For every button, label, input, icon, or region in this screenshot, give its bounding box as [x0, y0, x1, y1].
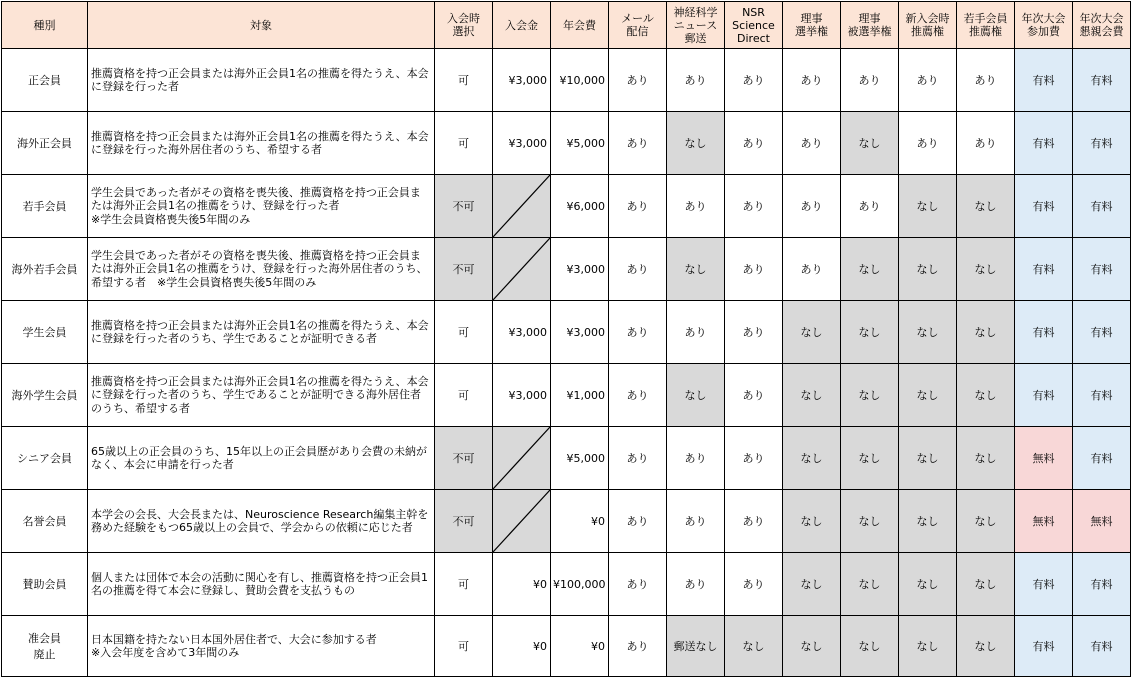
- board-vote-right-cell: なし: [783, 490, 841, 553]
- member-type-cell: 海外若手会員: [2, 238, 88, 301]
- board-vote-right-cell: あり: [783, 49, 841, 112]
- young-member-recommend-cell: なし: [957, 301, 1015, 364]
- new-member-recommend-cell: なし: [899, 553, 957, 616]
- board-eligibility-cell: なし: [841, 364, 899, 427]
- column-header: メール 配信: [609, 2, 667, 49]
- annual-meeting-fee-cell: 有料: [1015, 301, 1073, 364]
- young-member-recommend-cell: なし: [957, 616, 1015, 677]
- annual-meeting-fee-cell: 有料: [1015, 553, 1073, 616]
- new-member-recommend-cell: なし: [899, 301, 957, 364]
- header-row: [2, 2, 1131, 49]
- mail-delivery-cell: あり: [609, 364, 667, 427]
- new-member-recommend-cell: なし: [899, 616, 957, 677]
- member-type-cell: 若手会員: [2, 175, 88, 238]
- newsletter-mail-cell: あり: [667, 301, 725, 364]
- nsr-access-cell: あり: [725, 175, 783, 238]
- table-row: [2, 616, 1131, 677]
- column-header: 年次大会 参加費: [1015, 2, 1073, 49]
- column-header: NSR Science Direct: [725, 2, 783, 49]
- entry-fee-not-applicable: [493, 427, 551, 490]
- board-vote-right-cell: あり: [783, 238, 841, 301]
- nsr-access-cell: あり: [725, 238, 783, 301]
- column-header: 新入会時 推薦権: [899, 2, 957, 49]
- board-vote-right-cell: あり: [783, 175, 841, 238]
- board-vote-right-cell: あり: [783, 112, 841, 175]
- member-type-cell: 正会員: [2, 49, 88, 112]
- column-header: 神経科学 ニュース 郵送: [667, 2, 725, 49]
- mail-delivery-cell: あり: [609, 49, 667, 112]
- table-row: [2, 301, 1131, 364]
- banquet-fee-cell: 無料: [1073, 490, 1131, 553]
- column-header: 対象: [88, 2, 435, 49]
- board-vote-right-cell: なし: [783, 301, 841, 364]
- entry-fee-cell: ¥0: [493, 553, 551, 616]
- board-eligibility-cell: なし: [841, 301, 899, 364]
- selectable-at-join-cell: 可: [435, 553, 493, 616]
- newsletter-mail-cell: なし: [667, 112, 725, 175]
- selectable-at-join-cell: 可: [435, 616, 493, 677]
- eligibility-description: 推薦資格を持つ正会員または海外正会員1名の推薦を得たうえ、本会に登録を行った海外居住者のうち、希望する者: [88, 112, 435, 175]
- eligibility-description: 学生会員であった者がその資格を喪失後、推薦資格を持つ正会員または海外正会員1名の推薦をうけ、登録を行った海外居住者のうち、希望する者 ※学生会員資格喪失後5年間のみ: [88, 238, 435, 301]
- board-eligibility-cell: なし: [841, 616, 899, 677]
- eligibility-description: 65歳以上の正会員のうち、15年以上の正会員歴があり会費の未納がなく、本会に申請を行った者: [88, 427, 435, 490]
- entry-fee-cell: ¥3,000: [493, 112, 551, 175]
- entry-fee-not-applicable: [493, 490, 551, 553]
- new-member-recommend-cell: なし: [899, 238, 957, 301]
- mail-delivery-cell: あり: [609, 616, 667, 677]
- member-type-cell: 准会員 廃止: [2, 616, 88, 677]
- young-member-recommend-cell: なし: [957, 427, 1015, 490]
- young-member-recommend-cell: あり: [957, 49, 1015, 112]
- nsr-access-cell: なし: [725, 616, 783, 677]
- entry-fee-cell: ¥3,000: [493, 49, 551, 112]
- young-member-recommend-cell: なし: [957, 238, 1015, 301]
- board-vote-right-cell: なし: [783, 616, 841, 677]
- column-header: 入会時 選択: [435, 2, 493, 49]
- banquet-fee-cell: 有料: [1073, 616, 1131, 677]
- nsr-access-cell: あり: [725, 364, 783, 427]
- column-header: 若手会員 推薦権: [957, 2, 1015, 49]
- new-member-recommend-cell: あり: [899, 112, 957, 175]
- banquet-fee-cell: 有料: [1073, 553, 1131, 616]
- board-eligibility-cell: なし: [841, 238, 899, 301]
- selectable-at-join-cell: 可: [435, 49, 493, 112]
- annual-meeting-fee-cell: 有料: [1015, 616, 1073, 677]
- entry-fee-not-applicable: [493, 238, 551, 301]
- newsletter-mail-cell: あり: [667, 553, 725, 616]
- mail-delivery-cell: あり: [609, 553, 667, 616]
- selectable-at-join-cell: 可: [435, 112, 493, 175]
- mail-delivery-cell: あり: [609, 490, 667, 553]
- board-vote-right-cell: なし: [783, 553, 841, 616]
- annual-meeting-fee-cell: 有料: [1015, 238, 1073, 301]
- annual-fee-cell: ¥3,000: [551, 301, 609, 364]
- table-row: [2, 49, 1131, 112]
- selectable-at-join-cell: 不可: [435, 238, 493, 301]
- board-vote-right-cell: なし: [783, 364, 841, 427]
- eligibility-description: 推薦資格を持つ正会員または海外正会員1名の推薦を得たうえ、本会に登録を行った者: [88, 49, 435, 112]
- mail-delivery-cell: あり: [609, 175, 667, 238]
- column-header: 年会費: [551, 2, 609, 49]
- annual-fee-cell: ¥100,000: [551, 553, 609, 616]
- member-type-cell: 学生会員: [2, 301, 88, 364]
- annual-meeting-fee-cell: 有料: [1015, 175, 1073, 238]
- column-header: 入会金: [493, 2, 551, 49]
- table-row: [2, 364, 1131, 427]
- eligibility-description: 推薦資格を持つ正会員または海外正会員1名の推薦を得たうえ、本会に登録を行った者のうち、学生であることが証明できる海外居住者のうち、希望する者: [88, 364, 435, 427]
- board-eligibility-cell: あり: [841, 49, 899, 112]
- young-member-recommend-cell: なし: [957, 175, 1015, 238]
- annual-meeting-fee-cell: 無料: [1015, 427, 1073, 490]
- column-header: 理事 選挙権: [783, 2, 841, 49]
- annual-fee-cell: ¥0: [551, 490, 609, 553]
- annual-fee-cell: ¥5,000: [551, 112, 609, 175]
- young-member-recommend-cell: なし: [957, 553, 1015, 616]
- member-type-cell: 名誉会員: [2, 490, 88, 553]
- eligibility-description: 個人または団体で本会の活動に関心を有し、推薦資格を持つ正会員1名の推薦を得て本会に登録し、賛助会費を支払うもの: [88, 553, 435, 616]
- newsletter-mail-cell: あり: [667, 490, 725, 553]
- young-member-recommend-cell: なし: [957, 364, 1015, 427]
- selectable-at-join-cell: 可: [435, 301, 493, 364]
- table-row: [2, 112, 1131, 175]
- annual-fee-cell: ¥1,000: [551, 364, 609, 427]
- banquet-fee-cell: 有料: [1073, 175, 1131, 238]
- mail-delivery-cell: あり: [609, 427, 667, 490]
- newsletter-mail-cell: あり: [667, 49, 725, 112]
- selectable-at-join-cell: 不可: [435, 175, 493, 238]
- newsletter-mail-cell: なし: [667, 364, 725, 427]
- banquet-fee-cell: 有料: [1073, 301, 1131, 364]
- new-member-recommend-cell: あり: [899, 49, 957, 112]
- annual-fee-cell: ¥6,000: [551, 175, 609, 238]
- entry-fee-cell: ¥3,000: [493, 301, 551, 364]
- banquet-fee-cell: 有料: [1073, 238, 1131, 301]
- annual-meeting-fee-cell: 有料: [1015, 364, 1073, 427]
- eligibility-description: 日本国籍を持たない日本国外居住者で、大会に参加する者 ※入会年度を含めて3年間のみ: [88, 616, 435, 677]
- annual-fee-cell: ¥10,000: [551, 49, 609, 112]
- eligibility-description: 本学会の会長、大会長または、Neuroscience Research編集主幹を務めた経験をもつ65歳以上の会員で、学会からの依頼に応じた者: [88, 490, 435, 553]
- column-header: 年次大会 懇親会費: [1073, 2, 1131, 49]
- annual-fee-cell: ¥5,000: [551, 427, 609, 490]
- nsr-access-cell: あり: [725, 301, 783, 364]
- new-member-recommend-cell: なし: [899, 364, 957, 427]
- entry-fee-not-applicable: [493, 175, 551, 238]
- annual-meeting-fee-cell: 有料: [1015, 112, 1073, 175]
- nsr-access-cell: あり: [725, 112, 783, 175]
- nsr-access-cell: あり: [725, 427, 783, 490]
- banquet-fee-cell: 有料: [1073, 364, 1131, 427]
- member-type-cell: 賛助会員: [2, 553, 88, 616]
- young-member-recommend-cell: あり: [957, 112, 1015, 175]
- selectable-at-join-cell: 可: [435, 364, 493, 427]
- membership-table: [1, 1, 1131, 677]
- eligibility-description: 学生会員であった者がその資格を喪失後、推薦資格を持つ正会員または海外正会員1名の推薦をうけ、登録を行った者 ※学生会員資格喪失後5年間のみ: [88, 175, 435, 238]
- mail-delivery-cell: あり: [609, 112, 667, 175]
- newsletter-mail-cell: 郵送なし: [667, 616, 725, 677]
- eligibility-description: 推薦資格を持つ正会員または海外正会員1名の推薦を得たうえ、本会に登録を行った者のうち、学生であることが証明できる者: [88, 301, 435, 364]
- annual-meeting-fee-cell: 無料: [1015, 490, 1073, 553]
- board-eligibility-cell: あり: [841, 175, 899, 238]
- member-type-cell: シニア会員: [2, 427, 88, 490]
- nsr-access-cell: あり: [725, 553, 783, 616]
- newsletter-mail-cell: あり: [667, 175, 725, 238]
- nsr-access-cell: あり: [725, 49, 783, 112]
- banquet-fee-cell: 有料: [1073, 112, 1131, 175]
- mail-delivery-cell: あり: [609, 301, 667, 364]
- newsletter-mail-cell: あり: [667, 427, 725, 490]
- member-type-cell: 海外正会員: [2, 112, 88, 175]
- young-member-recommend-cell: なし: [957, 490, 1015, 553]
- banquet-fee-cell: 有料: [1073, 49, 1131, 112]
- entry-fee-cell: ¥3,000: [493, 364, 551, 427]
- new-member-recommend-cell: なし: [899, 490, 957, 553]
- board-vote-right-cell: なし: [783, 427, 841, 490]
- board-eligibility-cell: なし: [841, 553, 899, 616]
- banquet-fee-cell: 有料: [1073, 427, 1131, 490]
- mail-delivery-cell: あり: [609, 238, 667, 301]
- column-header: 種別: [2, 2, 88, 49]
- annual-fee-cell: ¥0: [551, 616, 609, 677]
- table-row: [2, 490, 1131, 553]
- column-header: 理事 被選挙権: [841, 2, 899, 49]
- table-body: [2, 49, 1131, 677]
- new-member-recommend-cell: なし: [899, 175, 957, 238]
- selectable-at-join-cell: 不可: [435, 490, 493, 553]
- member-type-cell: 海外学生会員: [2, 364, 88, 427]
- entry-fee-cell: ¥0: [493, 616, 551, 677]
- table-row: [2, 175, 1131, 238]
- selectable-at-join-cell: 不可: [435, 427, 493, 490]
- board-eligibility-cell: なし: [841, 427, 899, 490]
- table-row: [2, 238, 1131, 301]
- table-row: [2, 553, 1131, 616]
- board-eligibility-cell: なし: [841, 112, 899, 175]
- board-eligibility-cell: なし: [841, 490, 899, 553]
- table-row: [2, 427, 1131, 490]
- annual-fee-cell: ¥3,000: [551, 238, 609, 301]
- nsr-access-cell: あり: [725, 490, 783, 553]
- newsletter-mail-cell: なし: [667, 238, 725, 301]
- new-member-recommend-cell: なし: [899, 427, 957, 490]
- annual-meeting-fee-cell: 有料: [1015, 49, 1073, 112]
